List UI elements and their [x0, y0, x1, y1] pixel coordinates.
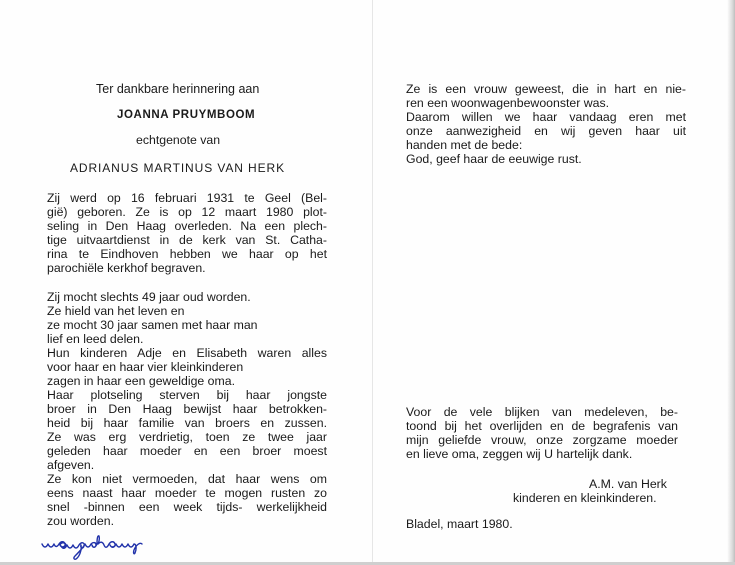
text-line: seling in Den Haag overleden. Na een plech- [47, 219, 327, 233]
signature-name: A.M. van Herk [589, 477, 667, 491]
text-line: zou worden. [47, 514, 114, 528]
text-line: Zij werd op 16 februari 1931 te Geel (Bel- [47, 191, 327, 205]
text-line: onze aanwezigheid en wij geven haar uit [406, 124, 686, 138]
handwritten-note [38, 530, 208, 560]
text-line: toond bij het overlijden en de begrafenis van [406, 419, 678, 433]
text-line: heid bij haar familie van broers en zussen. [47, 416, 327, 430]
text-line: God, geef haar de eeuwige rust. [406, 152, 582, 166]
text-line: gië) geboren. Ze is op 12 maart 1980 plot- [47, 205, 327, 219]
text-line: Voor de vele blijken van medeleven, be- [406, 405, 678, 419]
text-line: snel -binnen een week tijds- werkelijkheid [47, 500, 327, 514]
husband-name: ADRIANUS MARTINUS VAN HERK [70, 161, 285, 175]
text-line: lief en leed delen. [47, 332, 144, 346]
deceased-name: JOANNA PRUYMBOOM [117, 109, 256, 121]
text-line: Haar plotseling sterven bij haar jongste [47, 388, 327, 402]
text-line: afgeven. [47, 458, 95, 472]
place-date: Bladel, maart 1980. [406, 517, 513, 531]
card-fold-line [372, 0, 373, 565]
text-line: geleden haar moeder en een broer moest [47, 444, 327, 458]
text-line: broer in Den Haag bewijst haar betrokken- [47, 402, 327, 416]
card-edge-shadow [727, 0, 735, 565]
text-line: Ze hield van het leven en [47, 304, 185, 318]
signature-family: kinderen en kleinkinderen. [513, 491, 657, 505]
text-line: ren een woonwagenbewoonster was. [406, 96, 610, 110]
spouse-of-label: echtgenote van [136, 133, 221, 147]
text-line: Ze was erg verdrietig, toen ze twee jaar [47, 430, 327, 444]
text-line: ze mocht 30 jaar samen met haar man [47, 318, 258, 332]
text-line: voor haar en haar vier kleinkinderen [47, 360, 244, 374]
text-line: Ze kon niet vermoeden, dat haar wens om [47, 472, 327, 486]
text-line: mijn geliefde vrouw, onze zorgzame moeder [406, 433, 678, 447]
text-line: zagen in haar een geweldige oma. [47, 374, 236, 388]
text-line: parochiële kerkhof begraven. [47, 261, 206, 275]
text-line: Daarom willen we haar vandaag eren met [406, 110, 686, 124]
dedication-header: Ter dankbare herinnering aan [96, 82, 260, 96]
text-line: eens naast haar moeder te mogen rusten zo [47, 486, 327, 500]
text-line: Hun kinderen Adje en Elisabeth waren alles [47, 346, 327, 360]
text-line: Zij mocht slechts 49 jaar oud worden. [47, 290, 251, 304]
text-line: handen met de bede: [406, 138, 523, 152]
text-line: rina te Eindhoven hebben we haar op het [47, 247, 327, 261]
text-line: tige uitvaartdienst in de kerk van St. Catha- [47, 233, 327, 247]
text-line: Ze is een vrouw geweest, die in hart en nie- [406, 82, 686, 96]
text-line: en lieve oma, zeggen wij U hartelijk dank. [406, 447, 633, 461]
